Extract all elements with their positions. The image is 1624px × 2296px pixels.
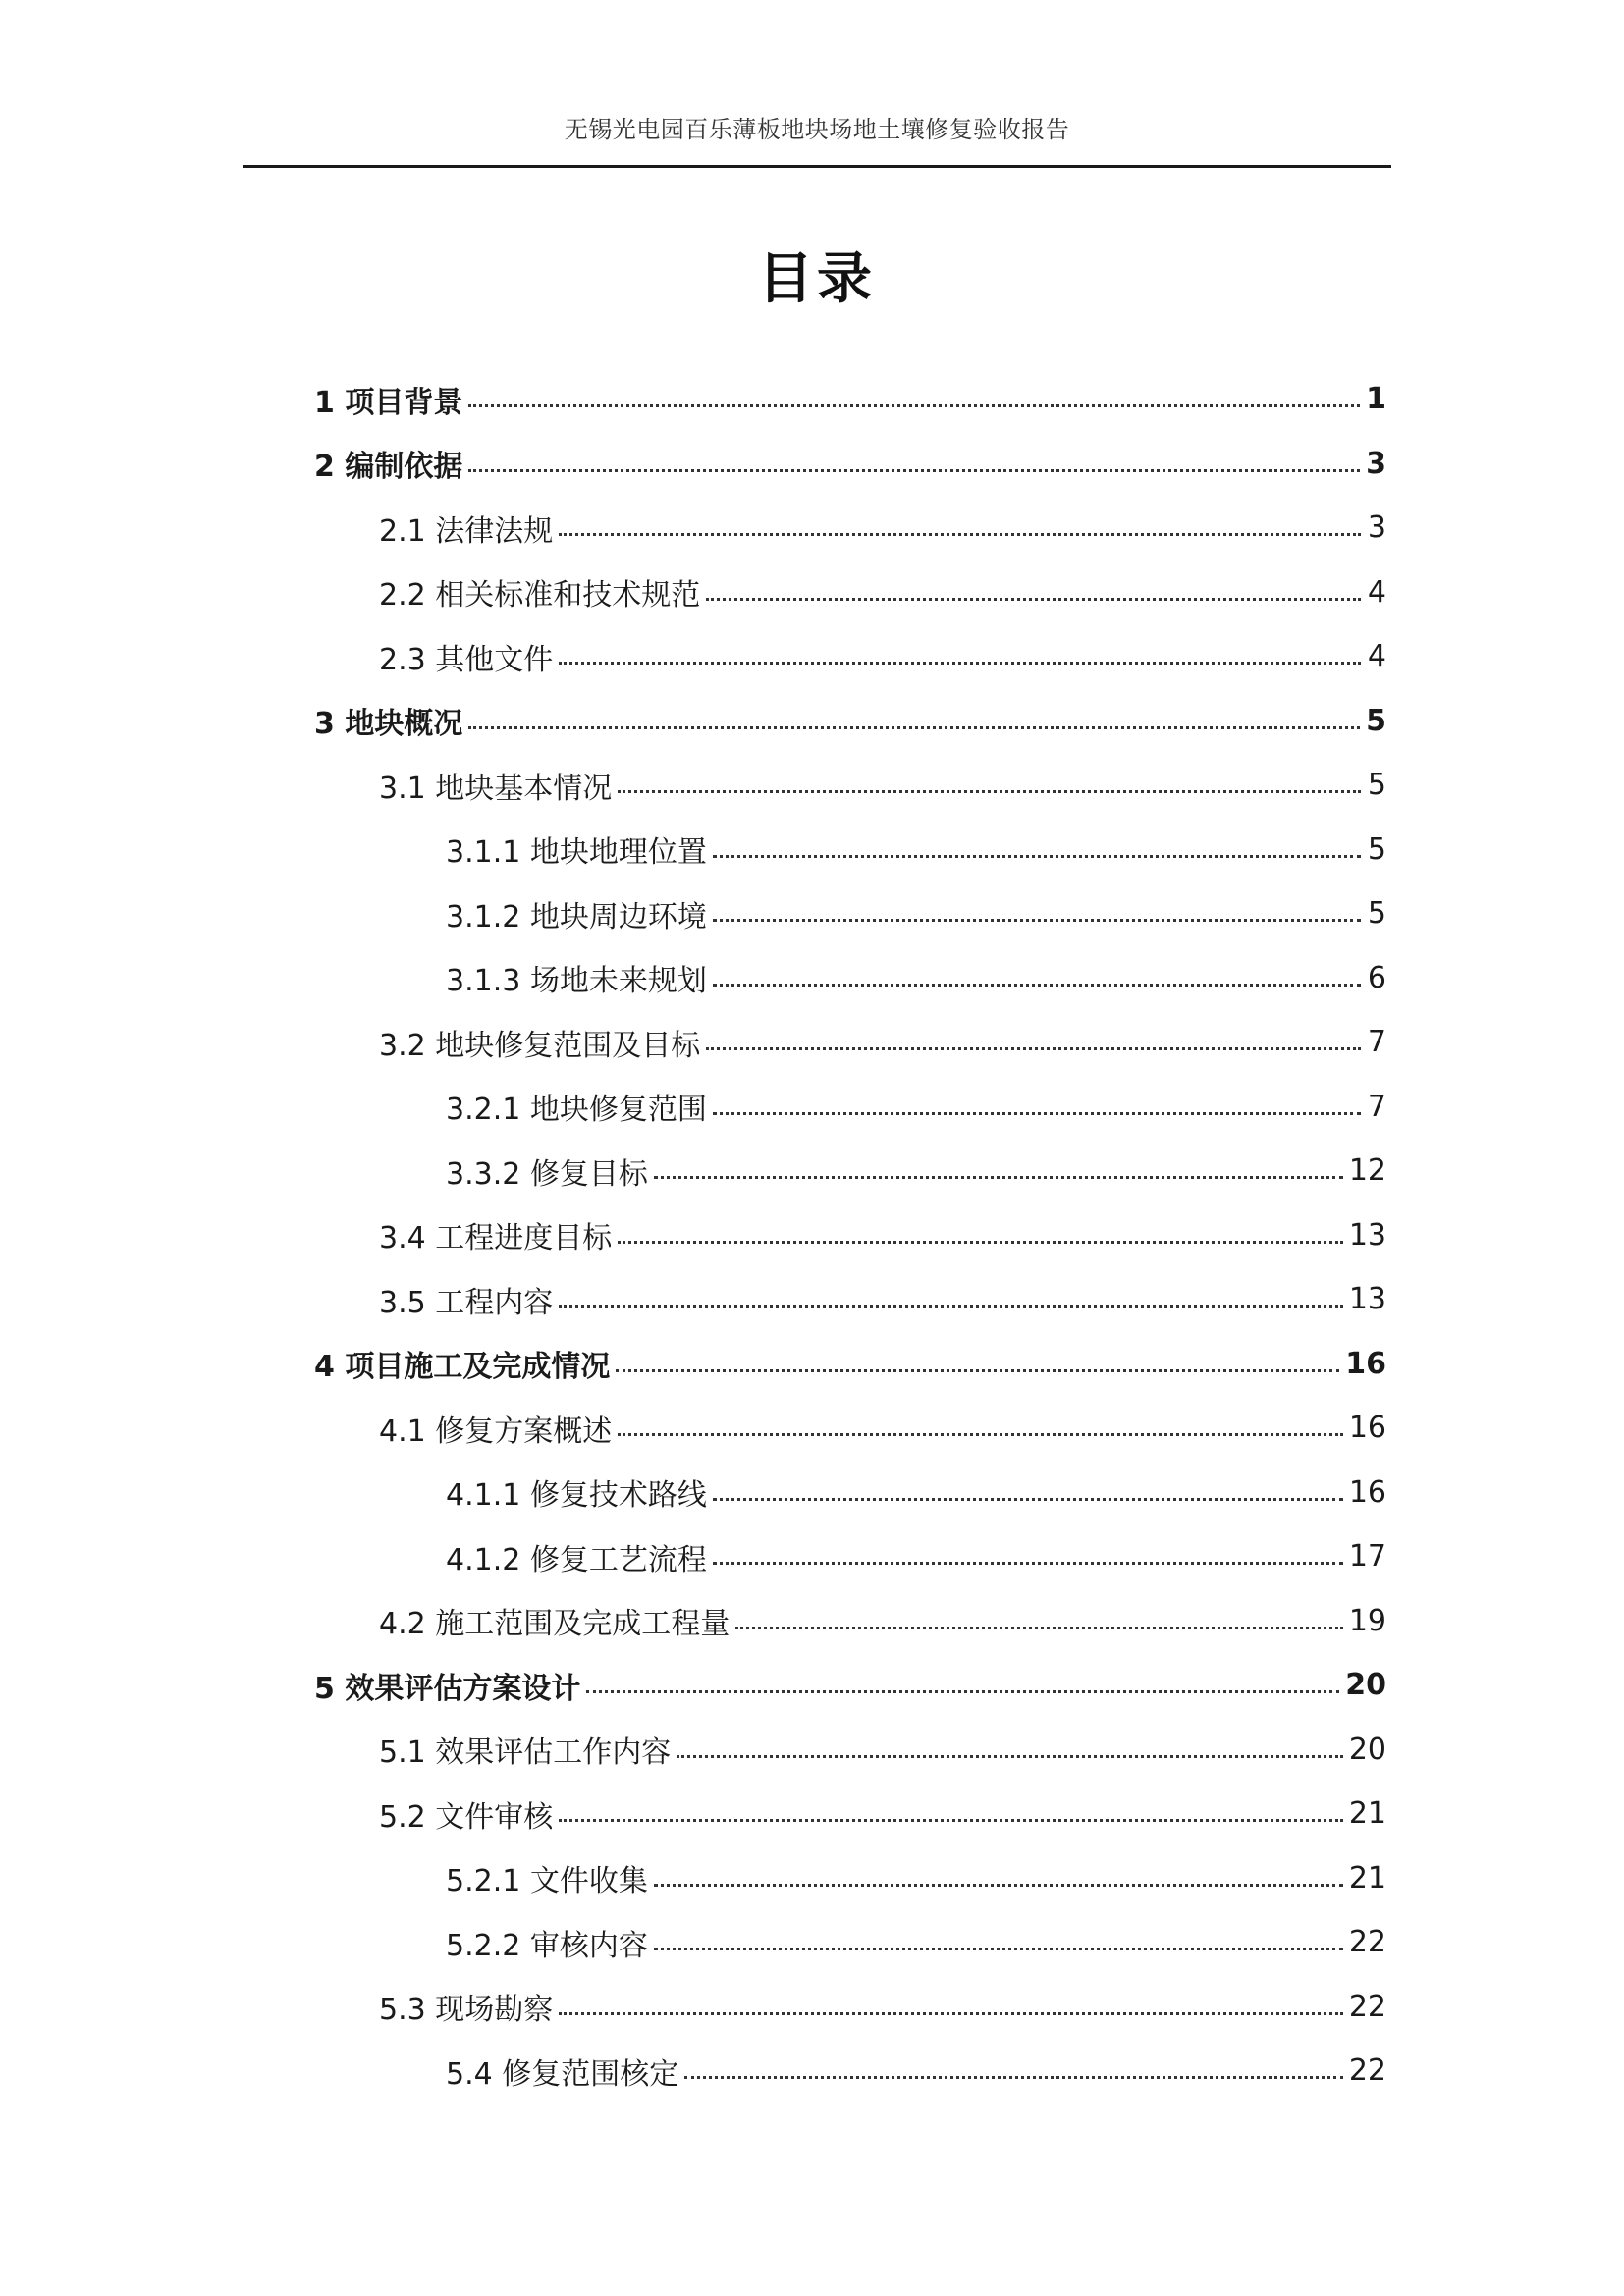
- toc-entry-page-number: 21: [1348, 1860, 1386, 1896]
- toc-entry[interactable]: [314, 432, 1386, 497]
- toc-entry[interactable]: [314, 1203, 1386, 1268]
- toc-entry[interactable]: [314, 1975, 1386, 2040]
- toc-entry[interactable]: [314, 624, 1386, 689]
- toc-dot-leader: [684, 2076, 1343, 2079]
- toc-entry-page-number: 4: [1367, 574, 1386, 610]
- toc-entry-page-number: 7: [1367, 1025, 1386, 1060]
- toc-dot-leader: [713, 919, 1361, 922]
- toc-entry-label: 5.4 修复范围核定: [446, 2056, 679, 2092]
- toc-entry[interactable]: [314, 496, 1386, 561]
- toc-entry-page-number: 7: [1367, 1089, 1386, 1124]
- toc-entry[interactable]: [314, 1910, 1386, 1975]
- toc-dot-leader: [616, 1369, 1339, 1372]
- toc-dot-leader: [559, 1305, 1343, 1308]
- toc-entry-page-number: 21: [1348, 1796, 1386, 1832]
- toc-entry-label: 3.5 工程内容: [379, 1285, 554, 1320]
- toc-entry-page-number: 5: [1367, 831, 1386, 867]
- toc-entry-page-number: 5: [1366, 703, 1386, 738]
- toc-entry-label: 4.1.1 修复技术路线: [446, 1478, 707, 1514]
- toc-entry-page-number: 13: [1348, 1282, 1386, 1317]
- toc-entry[interactable]: [314, 1010, 1386, 1075]
- toc-entry-page-number: 16: [1348, 1411, 1386, 1446]
- toc-entry-page-number: 1: [1366, 382, 1386, 417]
- toc-dot-leader: [559, 662, 1361, 665]
- toc-entry-label: 2.2 相关标准和技术规范: [379, 578, 701, 614]
- toc-entry-label: 2 编制依据: [314, 450, 463, 485]
- toc-entry[interactable]: [314, 1396, 1386, 1461]
- toc-entry-page-number: 6: [1367, 960, 1386, 995]
- toc-dot-leader: [713, 855, 1361, 858]
- toc-entry-page-number: 13: [1348, 1217, 1386, 1253]
- toc-dot-leader: [713, 1112, 1361, 1115]
- toc-entry-label: 4.1 修复方案概述: [379, 1414, 613, 1449]
- toc-entry-label: 5.3 现场勘察: [379, 1993, 554, 2028]
- running-header: 无锡光电园百乐薄板地块场地土壤修复验收报告: [564, 116, 1070, 143]
- toc-dot-leader: [559, 2012, 1343, 2015]
- toc-dot-leader: [713, 984, 1361, 987]
- toc-entry[interactable]: [314, 1139, 1386, 1203]
- toc-dot-leader: [468, 404, 1360, 407]
- toc-entry-page-number: 20: [1348, 1732, 1386, 1767]
- toc-entry[interactable]: [314, 2039, 1386, 2104]
- toc-dot-leader: [618, 1241, 1343, 1244]
- toc-entry-page-number: 16: [1345, 1346, 1386, 1381]
- toc-entry[interactable]: [314, 1782, 1386, 1846]
- toc-entry-label: 3.4 工程进度目标: [379, 1221, 613, 1256]
- toc-entry-page-number: 20: [1345, 1668, 1386, 1703]
- toc-dot-leader: [706, 1047, 1361, 1050]
- toc-entry-page-number: 4: [1367, 639, 1386, 674]
- toc-entry-page-number: 12: [1348, 1153, 1386, 1189]
- toc-entry-label: 5.2.2 审核内容: [446, 1928, 648, 1963]
- toc-entry[interactable]: [314, 1653, 1386, 1718]
- toc-entry-label: 4.1.2 修复工艺流程: [446, 1542, 707, 1577]
- toc-dot-leader: [735, 1627, 1343, 1629]
- toc-entry[interactable]: [314, 881, 1386, 946]
- toc-entry[interactable]: [314, 367, 1386, 432]
- toc-entry-page-number: 22: [1348, 2054, 1386, 2089]
- toc-entry[interactable]: [314, 1524, 1386, 1589]
- toc-entry-label: 3.1 地块基本情况: [379, 771, 613, 806]
- toc-dot-leader: [713, 1498, 1343, 1501]
- toc-entry[interactable]: [314, 1075, 1386, 1140]
- toc-entry-page-number: 22: [1348, 1925, 1386, 1960]
- toc-entry-label: 1 项目背景: [314, 385, 463, 420]
- toc-entry-label: 3.2.1 地块修复范围: [446, 1093, 707, 1128]
- toc-entry-label: 3 地块概况: [314, 707, 463, 742]
- toc-entry-page-number: 17: [1348, 1539, 1386, 1575]
- toc-entry-label: 4.2 施工范围及完成工程量: [379, 1607, 731, 1642]
- toc-entry-label: 3.2 地块修复范围及目标: [379, 1028, 701, 1063]
- toc-entry[interactable]: [314, 561, 1386, 625]
- toc-entry-label: 3.3.2 修复目标: [446, 1156, 648, 1192]
- toc-entry-page-number: 22: [1348, 1989, 1386, 2024]
- toc-entry[interactable]: [314, 818, 1386, 882]
- toc-entry[interactable]: [314, 1718, 1386, 1783]
- toc-entry-label: 3.1.1 地块地理位置: [446, 835, 707, 871]
- header-rule: [243, 165, 1391, 168]
- toc-entry-label: 5.1 效果评估工作内容: [379, 1735, 672, 1771]
- toc-entry-page-number: 5: [1367, 896, 1386, 932]
- toc-dot-leader: [654, 1948, 1343, 1950]
- toc-entry-label: 2.3 其他文件: [379, 642, 554, 677]
- toc-dot-leader: [677, 1755, 1343, 1758]
- toc-entry[interactable]: [314, 1846, 1386, 1911]
- toc-entry[interactable]: [314, 1332, 1386, 1397]
- toc-dot-leader: [618, 1433, 1343, 1436]
- toc-entry[interactable]: [314, 1267, 1386, 1332]
- toc-dot-leader: [559, 1819, 1343, 1822]
- toc-dot-leader: [713, 1562, 1343, 1565]
- toc-dot-leader: [654, 1176, 1343, 1179]
- toc-title: 目录: [758, 247, 876, 311]
- toc-entry-label: 2.1 法律法规: [379, 513, 554, 549]
- toc-entry[interactable]: [314, 946, 1386, 1011]
- toc-entry-label: 5.2.1 文件收集: [446, 1864, 648, 1899]
- toc-dot-leader: [618, 790, 1361, 793]
- toc-entry-page-number: 3: [1367, 510, 1386, 546]
- toc-entry-page-number: 19: [1348, 1603, 1386, 1638]
- toc-entry-label: 3.1.2 地块周边环境: [446, 899, 707, 934]
- table-of-contents: [314, 367, 1386, 2104]
- toc-dot-leader: [586, 1690, 1339, 1693]
- toc-entry-label: 3.1.3 场地未来规划: [446, 964, 707, 999]
- toc-entry[interactable]: [314, 753, 1386, 818]
- toc-entry-page-number: 3: [1366, 446, 1386, 481]
- toc-entry-label: 4 项目施工及完成情况: [314, 1350, 611, 1385]
- toc-dot-leader: [559, 533, 1361, 536]
- toc-dot-leader: [468, 469, 1360, 472]
- toc-dot-leader: [468, 726, 1360, 729]
- toc-dot-leader: [706, 598, 1361, 601]
- toc-entry[interactable]: [314, 1589, 1386, 1654]
- toc-entry[interactable]: [314, 689, 1386, 754]
- toc-entry-label: 5 效果评估方案设计: [314, 1671, 581, 1706]
- toc-dot-leader: [654, 1884, 1343, 1887]
- toc-entry-page-number: 16: [1348, 1474, 1386, 1510]
- toc-entry-page-number: 5: [1367, 768, 1386, 803]
- toc-entry-label: 5.2 文件审核: [379, 1799, 554, 1835]
- toc-entry[interactable]: [314, 1461, 1386, 1525]
